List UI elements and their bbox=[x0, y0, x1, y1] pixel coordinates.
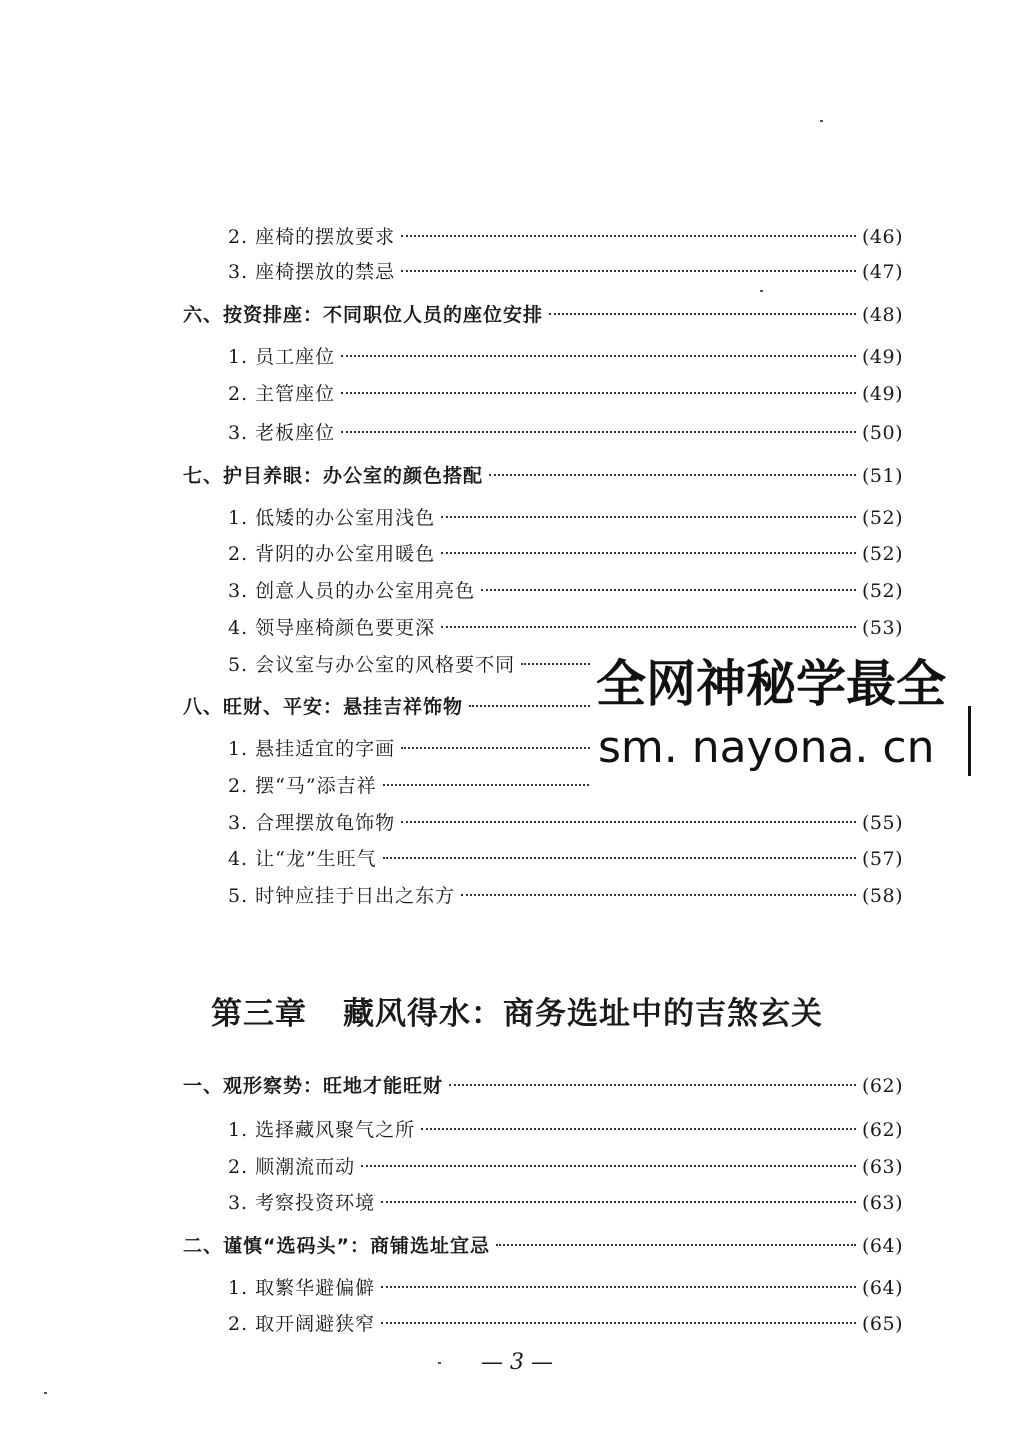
toc-section bbox=[183, 1073, 903, 1099]
entry-label: 2. 主管座位 bbox=[228, 383, 336, 405]
dot-leader bbox=[383, 857, 856, 859]
dot-leader bbox=[401, 821, 856, 823]
entry-label: 3. 创意人员的办公室用亮色 bbox=[228, 580, 476, 602]
entry-label: 5. 时钟应挂于日出之东方 bbox=[228, 885, 456, 907]
watermark-overlay bbox=[590, 644, 1034, 794]
toc-entry bbox=[228, 578, 903, 604]
section-page: (62) bbox=[861, 1075, 903, 1097]
entry-page: (52) bbox=[861, 580, 903, 602]
section-label: 二、谨慎“选码头”：商铺选址宜忌 bbox=[183, 1235, 490, 1257]
toc-entry bbox=[228, 420, 903, 446]
dot-leader bbox=[341, 392, 856, 394]
entry-label: 1. 员工座位 bbox=[228, 346, 336, 368]
dot-leader bbox=[449, 1084, 856, 1086]
section-page: (64) bbox=[861, 1235, 903, 1257]
entry-page: (63) bbox=[861, 1192, 903, 1214]
entry-page: (46) bbox=[861, 226, 903, 248]
dot-leader bbox=[461, 894, 856, 896]
dot-leader bbox=[421, 1128, 856, 1130]
scan-speck bbox=[820, 120, 823, 122]
entry-label: 2. 背阴的办公室用暖色 bbox=[228, 543, 436, 565]
entry-page: (49) bbox=[861, 346, 903, 368]
dot-leader bbox=[549, 313, 856, 315]
entry-label: 2. 顺潮流而动 bbox=[228, 1156, 356, 1178]
toc-entry bbox=[228, 846, 903, 872]
toc-entry bbox=[228, 541, 903, 567]
entry-page: (47) bbox=[861, 261, 903, 283]
section-page: (51) bbox=[861, 465, 903, 487]
entry-label: 3. 老板座位 bbox=[228, 422, 336, 444]
toc-entry bbox=[228, 1311, 903, 1337]
chapter-heading bbox=[0, 988, 1034, 1033]
entry-page: (62) bbox=[861, 1119, 903, 1141]
toc-entry bbox=[228, 1190, 903, 1216]
toc-entry bbox=[228, 1117, 903, 1143]
watermark-cursor-bar bbox=[968, 706, 971, 776]
dot-leader bbox=[441, 516, 856, 518]
toc-entry bbox=[228, 1275, 903, 1301]
dot-leader bbox=[401, 270, 856, 272]
entry-page: (52) bbox=[861, 543, 903, 565]
section-label: 七、护目养眼：办公室的颜色搭配 bbox=[183, 465, 484, 487]
toc-entry bbox=[228, 810, 903, 836]
scan-speck bbox=[44, 1392, 47, 1394]
toc-section bbox=[183, 463, 903, 489]
entry-page: (64) bbox=[861, 1277, 903, 1299]
entry-page: (65) bbox=[861, 1313, 903, 1335]
dot-leader bbox=[496, 1244, 856, 1246]
watermark-url: sm. nayona. cn bbox=[598, 722, 935, 773]
entry-label: 1. 悬挂适宜的字画 bbox=[228, 738, 396, 760]
scan-speck bbox=[760, 290, 763, 292]
toc-section bbox=[183, 302, 903, 328]
entry-page: (58) bbox=[861, 885, 903, 907]
toc-section bbox=[183, 1233, 903, 1259]
entry-label: 1. 低矮的办公室用浅色 bbox=[228, 507, 436, 529]
entry-page: (49) bbox=[861, 383, 903, 405]
dot-leader bbox=[441, 552, 856, 554]
scan-speck bbox=[438, 1362, 441, 1364]
toc-entry bbox=[228, 1154, 903, 1180]
toc-entry bbox=[228, 505, 903, 531]
entry-label: 1. 取繁华避偏僻 bbox=[228, 1277, 376, 1299]
section-label: 八、旺财、平安：悬挂吉祥饰物 bbox=[183, 696, 464, 718]
dot-leader bbox=[381, 1286, 856, 1288]
entry-label: 4. 领导座椅颜色要更深 bbox=[228, 617, 436, 639]
dot-leader bbox=[381, 1322, 856, 1324]
toc-entry bbox=[228, 344, 903, 370]
watermark-title: 全网神秘学最全 bbox=[596, 655, 946, 713]
entry-page: (53) bbox=[861, 617, 903, 639]
entry-label: 1. 选择藏风聚气之所 bbox=[228, 1119, 416, 1141]
entry-page: (50) bbox=[861, 422, 903, 444]
dot-leader bbox=[481, 589, 856, 591]
entry-page: (52) bbox=[861, 507, 903, 529]
entry-label: 5. 会议室与办公室的风格要不同 bbox=[228, 654, 516, 676]
entry-label: 4. 让“龙”生旺气 bbox=[228, 848, 377, 870]
section-label: 六、按资排座：不同职位人员的座位安排 bbox=[183, 304, 544, 326]
chapter-number: 第三章 bbox=[211, 996, 307, 1032]
entry-label: 2. 座椅的摆放要求 bbox=[228, 226, 396, 248]
chapter-title: 藏风得水：商务选址中的吉煞玄关 bbox=[343, 996, 823, 1032]
dot-leader bbox=[401, 235, 856, 237]
dot-leader bbox=[341, 355, 856, 357]
dot-leader bbox=[489, 474, 856, 476]
dot-leader bbox=[361, 1165, 856, 1167]
toc-entry bbox=[228, 883, 903, 909]
section-label: 一、观形察势：旺地才能旺财 bbox=[183, 1075, 444, 1097]
entry-label: 3. 合理摆放龟饰物 bbox=[228, 812, 396, 834]
entry-page: (57) bbox=[861, 848, 903, 870]
entry-label: 3. 座椅摆放的禁忌 bbox=[228, 261, 396, 283]
entry-page: (63) bbox=[861, 1156, 903, 1178]
dot-leader bbox=[341, 431, 856, 433]
section-page: (48) bbox=[861, 304, 903, 326]
toc-entry bbox=[228, 259, 903, 285]
toc-entry bbox=[228, 381, 903, 407]
dot-leader bbox=[381, 1201, 856, 1203]
entry-label: 2. 摆“马”添吉祥 bbox=[228, 775, 377, 797]
toc-entry bbox=[228, 615, 903, 641]
entry-page: (55) bbox=[861, 812, 903, 834]
entry-label: 3. 考察投资环境 bbox=[228, 1192, 376, 1214]
page-number: — 3 — bbox=[481, 1350, 553, 1375]
toc-entry bbox=[228, 224, 903, 250]
entry-label: 2. 取开阔避狭窄 bbox=[228, 1313, 376, 1335]
dot-leader bbox=[441, 626, 856, 628]
